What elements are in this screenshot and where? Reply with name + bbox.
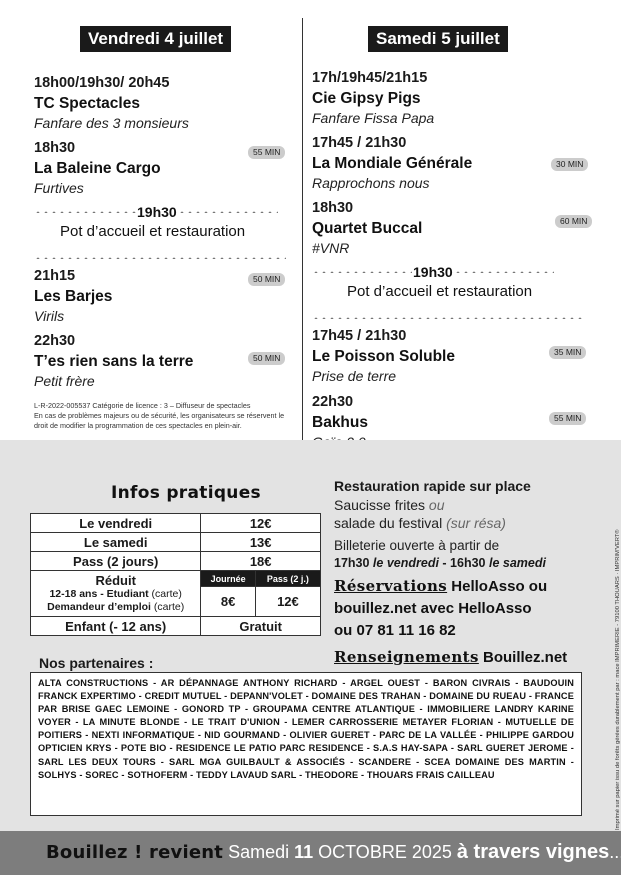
event-title: La Baleine Cargo [34, 160, 161, 177]
event-poisson-soluble [312, 327, 455, 386]
reservations-phone[interactable]: ou 07 81 11 16 82 [334, 622, 456, 639]
event-subtitle: Fanfare des 3 monsieurs [34, 115, 189, 131]
price-label: Enfant (- 12 ans) [31, 617, 201, 636]
event-title: TC Spectacles [34, 95, 140, 112]
price-value: 13€ [201, 533, 321, 552]
footer-brand: Bouillez ! revient [46, 842, 224, 863]
saturday-header: Samedi 5 juillet [368, 26, 508, 52]
table-row [31, 552, 321, 571]
license-text: L-R-2022-005537 Catégorie de licence : 3 – Diffuseur de spectacles [34, 401, 251, 410]
reduit-title: Réduit [95, 573, 136, 588]
restauration-line1 [334, 497, 445, 513]
reduit-price-pass: 12€ [255, 587, 320, 617]
col-journee: Journée [201, 571, 256, 587]
duration-badge: 50 MIN [248, 352, 285, 365]
infos-title: Infos pratiques [111, 483, 261, 503]
table-row [31, 533, 321, 552]
price-label: Le vendredi [31, 514, 201, 533]
event-time: 22h30 [312, 394, 354, 410]
billetterie-hours [334, 556, 546, 570]
dotted-line [34, 257, 286, 259]
event-tc-spectacles [34, 74, 189, 133]
friday-label: le vendredi [369, 556, 439, 570]
renseignements-link[interactable]: Bouillez.net [478, 649, 568, 666]
billetterie-text: Billeterie ouverte à partir de [334, 538, 500, 553]
event-baleine-cargo [34, 139, 161, 198]
event-les-barjes [34, 267, 112, 326]
footer-ellipsis: ... [609, 842, 624, 862]
dotted-line [178, 211, 278, 213]
break-time: 19h30 [413, 264, 453, 280]
food-item: salade du festival [334, 515, 443, 531]
duration-badge: 55 MIN [248, 146, 285, 159]
dotted-line [34, 211, 136, 213]
reduit-line1-label: 12-18 ans - Etudiant [49, 588, 149, 600]
duration-badge: 35 MIN [549, 346, 586, 359]
break-label: Pot d’accueil et restauration [60, 223, 246, 240]
dotted-line [312, 317, 584, 319]
break-separator-top [312, 264, 554, 280]
duration-badge: 55 MIN [549, 412, 586, 425]
friday-open-time: 17h30 [334, 556, 370, 570]
break-label: Pot d’accueil et restauration [347, 283, 533, 300]
dotted-line [454, 271, 554, 273]
reservations-line1 [334, 577, 547, 595]
table-row [31, 514, 321, 533]
event-time: 18h30 [34, 140, 76, 156]
event-mondiale-generale [312, 134, 472, 193]
partners-list: ALTA CONSTRUCTIONS - AR DÉPANNAGE ANTHONY RICHARD - ARGEL OUEST - BARON CIVRAIS - BAUDOUIN FRANCK EXPERTIMO - CREDIT MUTUEL - DEPANN'VOLET - DOMAINE DES TRAHAN - DOMAINE DU RUEAU - FRANCE PAR BRISE GAEC LEMOINE - GONORD TP - GROUPAMA CENTRE ATLANTIQUE - IMMOBILIERE LANDRY KARINE VOYER - LA MINUTE BLONDE - LE TRAIT D'UNION - LEMER CARROSSERIE METAYER FLORIAN - MUTUELLE DE POITIERS - NEXTI INFORMATIQUE - NID GOURMAND - OLIVIER GUERET - PARC DE LA VALLÉE - PHILIPPE GARDOU OPTICIEN KRYS - POTE BIO - RESIDENCE LE PATIO PARC RESIDENCE - S.A.S HAY-SAPA - SARL GUERET JEROME - SARL LES DEUX TOURS - SARL MGA GUILBAULT & ASSOCIÉS - SCANDERE - SCEA DOMAINE DES MARTIN - SOLHYS - SOREC - SOTHOFERM - TEDDY LAVAUD SARL - THEODORE - THOUARS FRAIS CAILLEAU [30, 672, 582, 816]
hours-separator: - [438, 556, 451, 570]
event-time: 21h15 [34, 268, 76, 284]
event-time: 22h30 [34, 333, 76, 349]
break-time: 19h30 [137, 204, 177, 220]
event-time: 17h45 / 21h30 [312, 328, 407, 344]
event-time: 17h45 / 21h30 [312, 135, 407, 151]
event-time: 17h/19h45/21h15 [312, 70, 428, 86]
event-time: 18h00/19h30/ 20h45 [34, 75, 170, 91]
event-title: Bakhus [312, 414, 368, 431]
food-or: ou [425, 497, 445, 513]
table-row-reduit [31, 571, 321, 587]
footer-day: Samedi [223, 842, 295, 862]
partners-title: Nos partenaires : [39, 655, 154, 671]
event-subtitle: Petit frère [34, 373, 95, 389]
reduit-cell [31, 571, 201, 617]
price-label: Pass (2 jours) [31, 552, 201, 571]
saturday-open-time: 16h30 [450, 556, 486, 570]
printer-credit [605, 470, 619, 830]
break-separator-bottom [34, 252, 286, 264]
food-item: Saucisse frites [334, 497, 426, 513]
event-subtitle: Rapprochons nous [312, 175, 430, 191]
footer-tagline: à travers vignes [456, 841, 610, 863]
restauration-title: Restauration rapide sur place [334, 478, 531, 494]
reduit-line2-label: Demandeur d’emploi [47, 601, 151, 613]
saturday-label: le samedi [485, 556, 546, 570]
footer-month: OCTOBRE 2025 [313, 842, 457, 862]
printer-credit-text: Imprimé sur papier issu de forêts gérées durablement par : mace IMPRIMERIE - 79100 THOUARS · IMPRIM'VERT® [615, 529, 621, 830]
disclaimer-text: En cas de problèmes majeurs ou de sécurité, les organisateurs se réservent le droit de modifier la programmation de ces spectacles en plein-air. [34, 410, 285, 430]
friday-header: Vendredi 4 juillet [80, 26, 231, 52]
event-subtitle: Prise de terre [312, 368, 397, 384]
event-gipsy-pigs [312, 69, 434, 128]
reduit-line2 [31, 601, 200, 614]
event-time: 18h30 [312, 200, 354, 216]
event-title: Le Poisson Soluble [312, 348, 455, 365]
col-pass: Pass (2 j.) [255, 571, 320, 587]
reduit-price-day: 8€ [201, 587, 256, 617]
break-separator-bottom [312, 312, 584, 324]
duration-badge: 30 MIN [551, 158, 588, 171]
event-title: Les Barjes [34, 288, 113, 305]
legal-notice [34, 401, 299, 430]
price-value: 12€ [201, 514, 321, 533]
price-value: Gratuit [201, 617, 321, 636]
event-title: Quartet Buccal [312, 220, 423, 237]
event-subtitle: Fanfare Fissa Papa [312, 110, 435, 126]
event-title: Cie Gipsy Pigs [312, 90, 421, 107]
dotted-line [312, 271, 412, 273]
reduit-line1-note: (carte) [148, 588, 182, 600]
event-subtitle: #VNR [312, 240, 350, 256]
renseignements-label: Renseignements [334, 648, 479, 666]
event-title: T’es rien sans la terre [34, 353, 194, 370]
reduit-line1 [31, 588, 200, 601]
event-title: La Mondiale Générale [312, 155, 473, 172]
price-table [30, 513, 321, 636]
price-label: Le samedi [31, 533, 201, 552]
event-subtitle: Furtives [34, 180, 84, 196]
restauration-line2 [334, 515, 506, 531]
renseignements-line [334, 648, 567, 666]
event-quartet-buccal [312, 199, 422, 258]
reduit-line2-note: (carte) [150, 601, 185, 613]
reservations-link[interactable]: HelloAsso ou [447, 578, 548, 595]
footer-text [46, 841, 624, 864]
food-note: (sur résa) [442, 515, 506, 531]
event-subtitle: Virils [34, 308, 65, 324]
duration-badge: 50 MIN [248, 273, 285, 286]
footer-date-number: 11 [294, 842, 314, 862]
table-row [31, 617, 321, 636]
event-tes-rien [34, 332, 193, 391]
duration-badge: 60 MIN [555, 215, 592, 228]
price-value: 18€ [201, 552, 321, 571]
reservations-line2[interactable]: bouillez.net avec HelloAsso [334, 600, 532, 617]
column-divider [302, 18, 303, 456]
reservations-label: Réservations [334, 577, 448, 595]
break-separator-top [34, 204, 278, 220]
